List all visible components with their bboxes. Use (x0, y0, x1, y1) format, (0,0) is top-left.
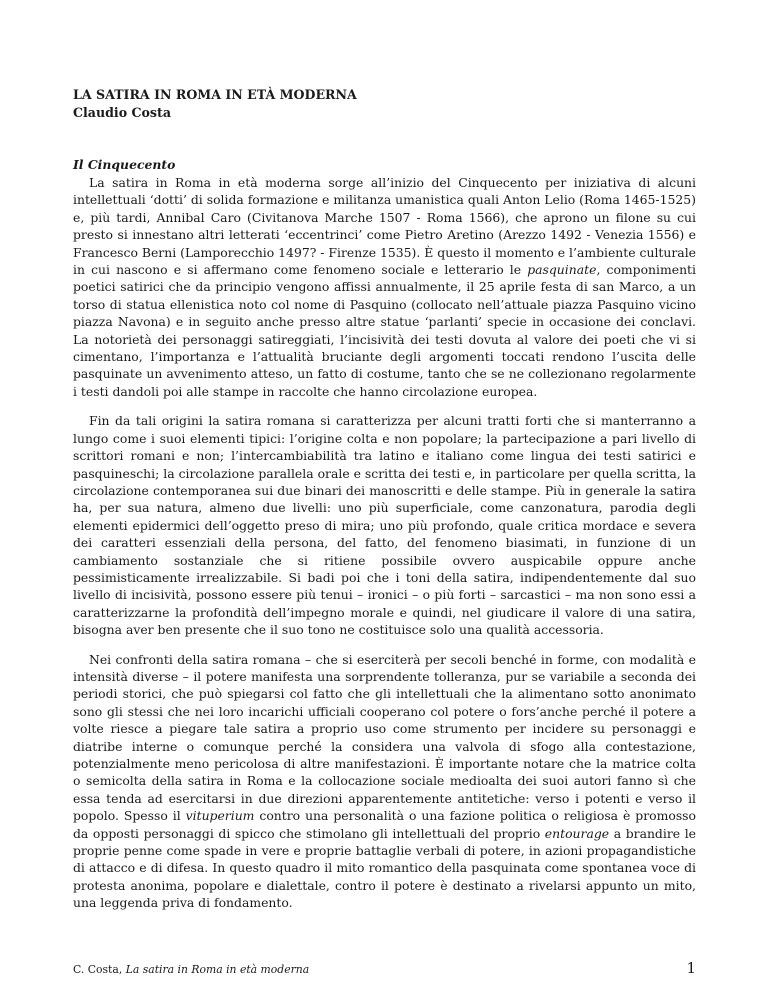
page-number: 1 (686, 959, 696, 977)
paragraph-1 (73, 174, 696, 400)
document-page (73, 86, 696, 912)
paragraph-text: contro una personalità o una fazione politica o religiosa è promosso da opposti personaggi di spicco che stimolano gli intellettuali del proprio (73, 808, 696, 841)
document-author: Claudio Costa (73, 105, 171, 120)
italic-term-vituperium: vituperium (185, 808, 255, 824)
paragraph-text: La satira in Roma in età moderna sorge all’inizio del Cinquecento per iniziativa di alcuni intellettuali ‘dotti’ di solida formazione e militanza umanistica quali Anton Lelio (Roma 1465-1525) e, più tardi, Annibal Caro (Civitanova Marche 1507 - Roma 1566), che aprono un filone su cui presto si innestano altri letterati ‘eccentrinci’ come Pietro Aretino (Arezzo 1492 - Venezia 1556) e Francesco Berni (Lamporecchio 1497? - Firenze 1535). È questo il momento e l’ambiente culturale in cui nascono e si affermano come fenomeno sociale e letterario le (73, 175, 696, 278)
italic-term-pasquinate: pasquinate (527, 262, 597, 278)
paragraph-3 (73, 651, 696, 912)
paragraph-text: Nei confronti della satira romana – che si eserciterà per secoli benché in forme, con modalità e intensità diverse – il potere manifesta una sorprendente tolleranza, pur se variabile a seconda dei periodi storici, che può spiegarsi col fatto che gli intellettuali che la alimentano sotto anonimato sono gli stessi che nei loro incarichi ufficiali cooperano col potere o fors’anche perché il potere a volte riesce a piegare tale satira a proprio uso come strumento per incidere su personaggi e diatribe interne o comunque perché la considera una valvola di sfogo alla contestazione, potenzialmente meno pericolosa di altre manifestazioni. È importante notare che la matrice colta o semicolta della satira in Roma e la collocazione sociale medioalta dei suoi autori fanno sì che essa tenda ad esercitarsi in due direzioni apparentemente antitetiche: verso i potenti e verso il popolo. Spesso il (73, 651, 696, 824)
paragraph-2 (73, 412, 696, 638)
footer-reference (73, 963, 309, 976)
italic-term-entourage: entourage (544, 825, 610, 841)
paragraph-text: a brandire le proprie penne come spade in vere e proprie battaglie verbali di potere, in azioni propagandistiche di attacco e di difesa. In questo quadro il mito romantico della pasquinata come spontanea voce di protesta anonima, popolare e dialettale, contro il potere è destinato a rivelarsi appunto un mito, una leggenda priva di fondamento. (73, 825, 696, 911)
footer-author: C. Costa, (73, 963, 126, 976)
footer-work-title: La satira in Roma in età moderna (125, 963, 310, 976)
paragraph-text: Fin da tali origini la satira romana si caratterizza per alcuni tratti forti che si manterranno a lungo come i suoi elementi tipici: l’origine colta e non popolare; la partecipazione a pari livello di scrittori romani e non; l’intercambiabilità tra latino e italiano come lingua dei testi satirici e pasquineschi; la circolazione parallela orale e scritta dei testi e, in particolare per quella scritta, la circolazione contemporanea sui due binari dei manoscritti e delle stampe. Più in generale la satira ha, per sua natura, almeno due livelli: uno più superficiale, come canzonatura, parodia degli elementi epidermici dell’oggetto preso di mira; uno più profondo, quale critica mordace e severa dei caratteri essenziali della persona, del fatto, del fenomeno biasimati, in funzione di un cambiamento sostanziale che si ritiene possibile ovvero auspicabile oppure anche pessimisticamente irrealizzabile. Si badi poi che i toni della satira, indipendentemente dal suo livello di incisività, possono essere più tenui – ironici – o più forti – sarcastici – ma non sono essi a caratterizzarne la profondità dell’impegno morale e quindi, nel giudicare il valore di una satira, bisogna aver ben presente che il suo tono ne costituisce solo una qualità accessoria. (73, 413, 696, 638)
document-title: LA SATIRA IN ROMA IN ETÀ MODERNA (73, 87, 357, 102)
paragraph-text: , componimenti poetici satirici che da principio vengono affissi annualmente, il 25 aprile festa di san Marco, a un torso di statua ellenistica noto col nome di Pasquino (collocato nell’attuale piazza Pasquino vicino piazza Navona) e in seguito anche presso altre statue ‘parlanti’ specie in occasione dei conclavi. La notorietà dei personaggi satireggiati, l’incisività dei testi dovuta al valore dei poeti che vi si cimentano, l’importanza e l’attualità bruciante degli argomenti toccati rendono l’uscita delle pasquinate un avvenimento atteso, un fatto di costume, tanto che se ne collezionano regolarmente i testi dandoli poi alle stampe in raccolte che hanno circolazione europea. (73, 262, 696, 399)
section-heading: Il Cinquecento (73, 157, 176, 172)
